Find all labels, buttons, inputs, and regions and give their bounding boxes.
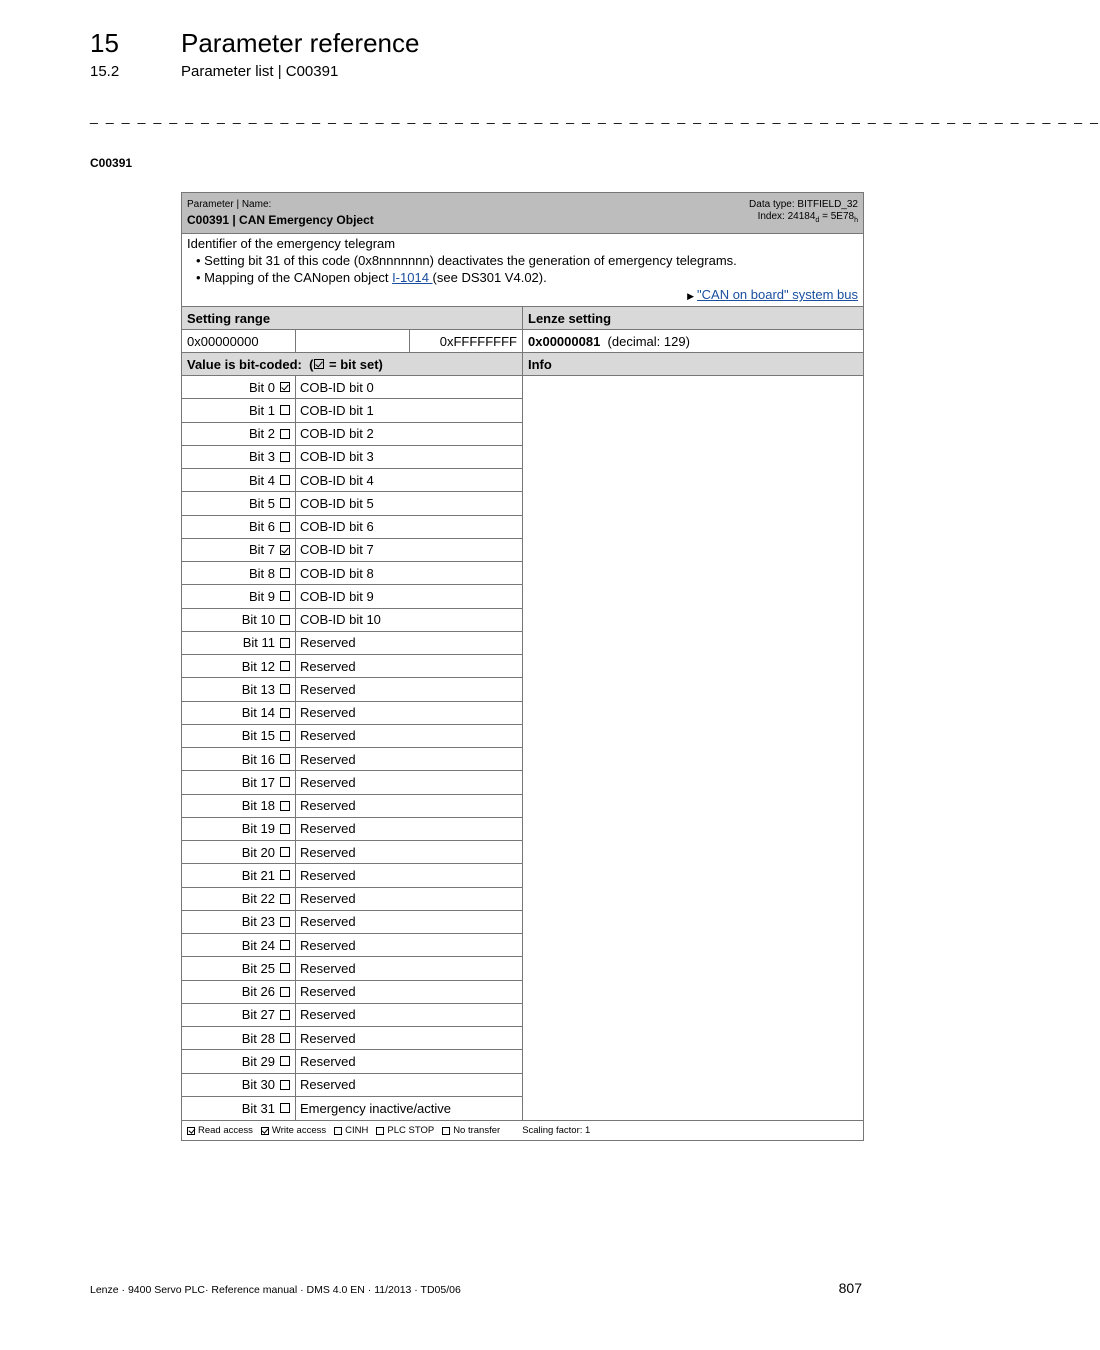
bit-description: Reserved (300, 798, 356, 814)
access-label: Read access (198, 1125, 253, 1136)
bitcoded-suffix: = bit set) (325, 356, 383, 372)
bit-label-cell (182, 1027, 296, 1049)
bit-label-cell (182, 539, 296, 561)
checkbox-unchecked-icon (280, 429, 290, 439)
checkbox-unchecked-icon (280, 708, 290, 718)
access-item (376, 1125, 434, 1136)
bit-description: Reserved (300, 1030, 356, 1046)
bit-row (182, 655, 522, 678)
range-max: 0xFFFFFFFF (410, 330, 523, 352)
checkbox-unchecked-icon (280, 1056, 290, 1066)
info-header: Info (528, 356, 552, 372)
bullet-2-prefix: • Mapping of the CANopen object (196, 270, 393, 285)
bit-description: COB-ID bit 5 (300, 495, 374, 511)
access-label: No transfer (453, 1125, 501, 1136)
bit-description: Reserved (300, 635, 356, 651)
checkbox-unchecked-icon (280, 1103, 290, 1113)
description (182, 234, 863, 307)
bitcoded-prefix: Value is bit-coded: ( (187, 356, 314, 372)
bit-label: Bit 22 (241, 891, 275, 907)
checkbox-unchecked-icon (280, 661, 290, 671)
parameter-table (181, 192, 864, 1141)
bit-description: Reserved (300, 681, 356, 697)
bit-label: Bit 3 (248, 449, 275, 465)
bit-label: Bit 8 (248, 565, 275, 581)
bit-label-cell (182, 841, 296, 863)
bit-row (182, 469, 522, 492)
bit-row (182, 516, 522, 539)
bit-description: Reserved (300, 774, 356, 790)
bit-description: COB-ID bit 6 (300, 519, 374, 535)
access-item (261, 1125, 326, 1136)
bullet-2-suffix: (see DS301 V4.02). (432, 270, 547, 285)
bit-label: Bit 28 (241, 1030, 275, 1046)
bit-label-cell (182, 423, 296, 445)
section-title: Parameter list | C00391 (181, 63, 339, 80)
lenze-decimal: (decimal: 129) (607, 333, 690, 349)
bit-row (182, 492, 522, 515)
page-number: 807 (838, 1280, 862, 1296)
bit-row (182, 423, 522, 446)
checkbox-unchecked-icon (280, 824, 290, 834)
bit-label-cell (182, 934, 296, 956)
bit-row (182, 748, 522, 771)
bit-row (182, 585, 522, 608)
checkbox-unchecked-icon (280, 475, 290, 485)
bit-label: Bit 12 (241, 658, 275, 674)
checkbox-unchecked-icon (280, 731, 290, 741)
bit-label-cell (182, 492, 296, 514)
bit-label-cell (182, 1097, 296, 1120)
checkbox-unchecked-icon (280, 1010, 290, 1020)
bit-label: Bit 9 (248, 588, 275, 604)
access-item (187, 1125, 253, 1136)
access-label: PLC STOP (387, 1125, 435, 1136)
bit-description: Reserved (300, 937, 356, 953)
checkbox-unchecked-icon (280, 894, 290, 904)
bit-description: Reserved (300, 1053, 356, 1069)
bit-list (182, 376, 523, 1120)
checkbox-unchecked-icon (280, 591, 290, 601)
bit-row (182, 725, 522, 748)
lenze-value: 0x00000081 (528, 333, 601, 349)
bit-label-cell (182, 981, 296, 1003)
bit-description: Reserved (300, 821, 356, 837)
checkbox-checked-icon (314, 359, 324, 369)
checkbox-unchecked-icon (280, 917, 290, 927)
checkbox-unchecked-icon (280, 498, 290, 508)
bit-row (182, 562, 522, 585)
index-prefix: Index: 24184 (757, 211, 816, 222)
bit-row (182, 1050, 522, 1073)
checkbox-unchecked-icon (280, 452, 290, 462)
bit-label-cell (182, 562, 296, 584)
bit-description: Reserved (300, 751, 356, 767)
bit-label: Bit 29 (241, 1053, 275, 1069)
bit-label-cell (182, 748, 296, 770)
bit-row (182, 376, 522, 399)
header-separator: _ _ _ _ _ _ _ _ _ _ _ _ _ _ _ _ _ _ _ _ _ _ _ _ _ _ _ _ _ _ _ _ _ _ _ _ _ _ _ _ _ _ _ _ _ _ _ _ _ _ _ _ _ _ _ _ _ _ _ _ _ _ _ _ (90, 108, 1100, 124)
access-item (442, 1125, 500, 1136)
bit-label: Bit 6 (248, 519, 275, 535)
bit-row (182, 911, 522, 934)
lenze-setting-header: Lenze setting (528, 310, 612, 326)
checkbox-unchecked-icon (280, 870, 290, 880)
bit-row (182, 864, 522, 887)
checkbox-unchecked-icon (280, 1033, 290, 1043)
bit-label: Bit 5 (248, 495, 275, 511)
bit-description: Reserved (300, 1007, 356, 1023)
lenze-setting-value (523, 330, 863, 352)
bit-label: Bit 16 (241, 751, 275, 767)
bit-description: COB-ID bit 2 (300, 426, 374, 442)
bit-description: COB-ID bit 1 (300, 402, 374, 418)
bit-label: Bit 18 (241, 798, 275, 814)
description-line: Identifier of the emergency telegram (187, 236, 396, 251)
bit-label: Bit 10 (241, 612, 275, 628)
checkbox-unchecked-icon (280, 777, 290, 787)
checkbox-unchecked-icon (280, 522, 290, 532)
bit-row (182, 702, 522, 725)
bit-label-cell (182, 864, 296, 886)
bit-label-cell (182, 632, 296, 654)
bit-row (182, 1027, 522, 1050)
bit-label: Bit 17 (241, 774, 275, 790)
checkbox-checked-icon (261, 1127, 269, 1135)
bit-description: Reserved (300, 844, 356, 860)
bit-label-cell (182, 1050, 296, 1072)
bit-label-cell (182, 516, 296, 538)
index-mid: = 5E78 (819, 211, 855, 222)
checkbox-unchecked-icon (280, 638, 290, 648)
checkbox-checked-icon (187, 1127, 195, 1135)
bit-label-cell (182, 609, 296, 631)
bit-label-cell (182, 446, 296, 468)
access-row (182, 1121, 863, 1140)
bit-row (182, 888, 522, 911)
bit-label: Bit 11 (242, 635, 275, 651)
access-item (334, 1125, 368, 1136)
checkbox-unchecked-icon (280, 963, 290, 973)
bit-label: Bit 26 (241, 984, 275, 1000)
bit-label-cell (182, 469, 296, 491)
system-bus-link[interactable] (687, 287, 858, 302)
parameter-name: C00391 | CAN Emergency Object (187, 213, 374, 227)
index-sub-h: h (854, 217, 858, 224)
bit-label: Bit 20 (241, 844, 275, 860)
description-bullet-1: • Setting bit 31 of this code (0x8nnnnnnn) deactivates the generation of emergency telegrams. (196, 253, 737, 268)
bit-description: COB-ID bit 3 (300, 449, 374, 465)
bit-description: COB-ID bit 4 (300, 472, 374, 488)
parameter-label: Parameter | Name: (187, 199, 272, 210)
description-bullet-2 (196, 270, 547, 285)
index-sub-d: d (815, 217, 820, 224)
bit-row (182, 678, 522, 701)
bitcoded-header (182, 353, 523, 375)
bit-row (182, 841, 522, 864)
bit-row (182, 609, 522, 632)
bit-description: Reserved (300, 960, 356, 976)
checkbox-checked-icon (280, 382, 290, 392)
parameter-index (758, 211, 858, 224)
bit-description: Reserved (300, 728, 356, 744)
bit-label-cell (182, 376, 296, 398)
bit-row (182, 632, 522, 655)
bit-label: Bit 15 (241, 728, 275, 744)
bit-label: Bit 23 (241, 914, 275, 930)
bit-label-cell (182, 911, 296, 933)
bit-row (182, 399, 522, 422)
bit-label: Bit 4 (248, 472, 275, 488)
checkbox-unchecked-icon (280, 987, 290, 997)
chapter-title: Parameter reference (181, 28, 420, 58)
bit-label: Bit 31 (241, 1100, 275, 1116)
bit-label-cell (182, 1074, 296, 1096)
triangle-right-icon: ▶ (687, 291, 695, 301)
bitcoded-header-row (182, 353, 863, 376)
setting-range-header: Setting range (182, 307, 523, 329)
range-mid (296, 330, 410, 352)
checkbox-unchecked-icon (280, 847, 290, 857)
bit-description: COB-ID bit 9 (300, 588, 374, 604)
bit-label-cell (182, 771, 296, 793)
bit-label: Bit 19 (241, 821, 275, 837)
bit-label-cell (182, 818, 296, 840)
code-heading: C00391 (90, 156, 133, 170)
section-number: 15.2 (90, 63, 120, 80)
bit-label-cell (182, 1004, 296, 1026)
bit-description: COB-ID bit 8 (300, 565, 374, 581)
access-label: Write access (271, 1125, 327, 1136)
bit-label-cell (182, 888, 296, 910)
data-type: Data type: BITFIELD_32 (749, 199, 858, 210)
bit-label: Bit 13 (241, 681, 275, 697)
bit-row (182, 539, 522, 562)
bit-description: COB-ID bit 7 (300, 542, 374, 558)
bit-label-cell (182, 399, 296, 421)
bit-description: Reserved (300, 705, 356, 721)
bit-row (182, 795, 522, 818)
bit-label: Bit 24 (241, 937, 275, 953)
bit-description: COB-ID bit 10 (300, 612, 381, 628)
bit-description: COB-ID bit 0 (300, 379, 374, 395)
checkbox-unchecked-icon (280, 615, 290, 625)
chapter-number: 15 (90, 28, 119, 58)
i-1014-link[interactable]: I-1014 (392, 270, 433, 285)
bit-description: Reserved (300, 914, 356, 930)
document-info: Lenze · 9400 Servo PLC· Reference manual · DMS 4.0 EN · 11/2013 · TD05/06 (90, 1284, 461, 1296)
checkbox-unchecked-icon (280, 568, 290, 578)
bits-section (182, 376, 863, 1121)
info-column (523, 376, 863, 1120)
checkbox-unchecked-icon (334, 1127, 342, 1135)
bit-row (182, 818, 522, 841)
bit-row (182, 981, 522, 1004)
checkbox-unchecked-icon (280, 684, 290, 694)
checkbox-unchecked-icon (442, 1127, 450, 1135)
bit-label: Bit 1 (248, 402, 275, 418)
setting-values-row (182, 330, 863, 353)
checkbox-unchecked-icon (280, 940, 290, 950)
checkbox-unchecked-icon (280, 801, 290, 811)
system-bus-link-label: "CAN on board" system bus (697, 287, 858, 302)
bit-label: Bit 27 (241, 1007, 275, 1023)
checkbox-unchecked-icon (280, 405, 290, 415)
bit-label: Bit 7 (248, 542, 275, 558)
scaling-factor: Scaling factor: 1 (522, 1125, 591, 1136)
bit-label: Bit 21 (241, 867, 275, 883)
bit-row (182, 446, 522, 469)
bit-row (182, 957, 522, 980)
range-min: 0x00000000 (182, 330, 296, 352)
access-label: CINH (345, 1125, 369, 1136)
bit-label-cell (182, 678, 296, 700)
checkbox-unchecked-icon (376, 1127, 384, 1135)
checkbox-checked-icon (280, 545, 290, 555)
bit-label-cell (182, 655, 296, 677)
bit-label-cell (182, 725, 296, 747)
bit-description: Reserved (300, 891, 356, 907)
bit-label: Bit 0 (248, 379, 275, 395)
bit-description: Reserved (300, 658, 356, 674)
bit-label-cell (182, 702, 296, 724)
bit-label-cell (182, 795, 296, 817)
checkbox-unchecked-icon (280, 754, 290, 764)
bit-row (182, 1004, 522, 1027)
bit-description: Reserved (300, 867, 356, 883)
bit-label: Bit 14 (241, 705, 275, 721)
bit-description: Emergency inactive/active (300, 1100, 452, 1116)
bit-row (182, 934, 522, 957)
setting-header-row (182, 307, 863, 330)
bit-label: Bit 30 (241, 1077, 275, 1093)
bit-description: Reserved (300, 984, 356, 1000)
bit-label-cell (182, 957, 296, 979)
bit-label: Bit 2 (248, 426, 275, 442)
bit-row (182, 771, 522, 794)
bit-description: Reserved (300, 1077, 356, 1093)
parameter-header (182, 193, 863, 234)
bit-label-cell (182, 585, 296, 607)
bit-row (182, 1074, 522, 1097)
bit-label: Bit 25 (241, 960, 275, 976)
bit-row (182, 1097, 522, 1120)
checkbox-unchecked-icon (280, 1080, 290, 1090)
